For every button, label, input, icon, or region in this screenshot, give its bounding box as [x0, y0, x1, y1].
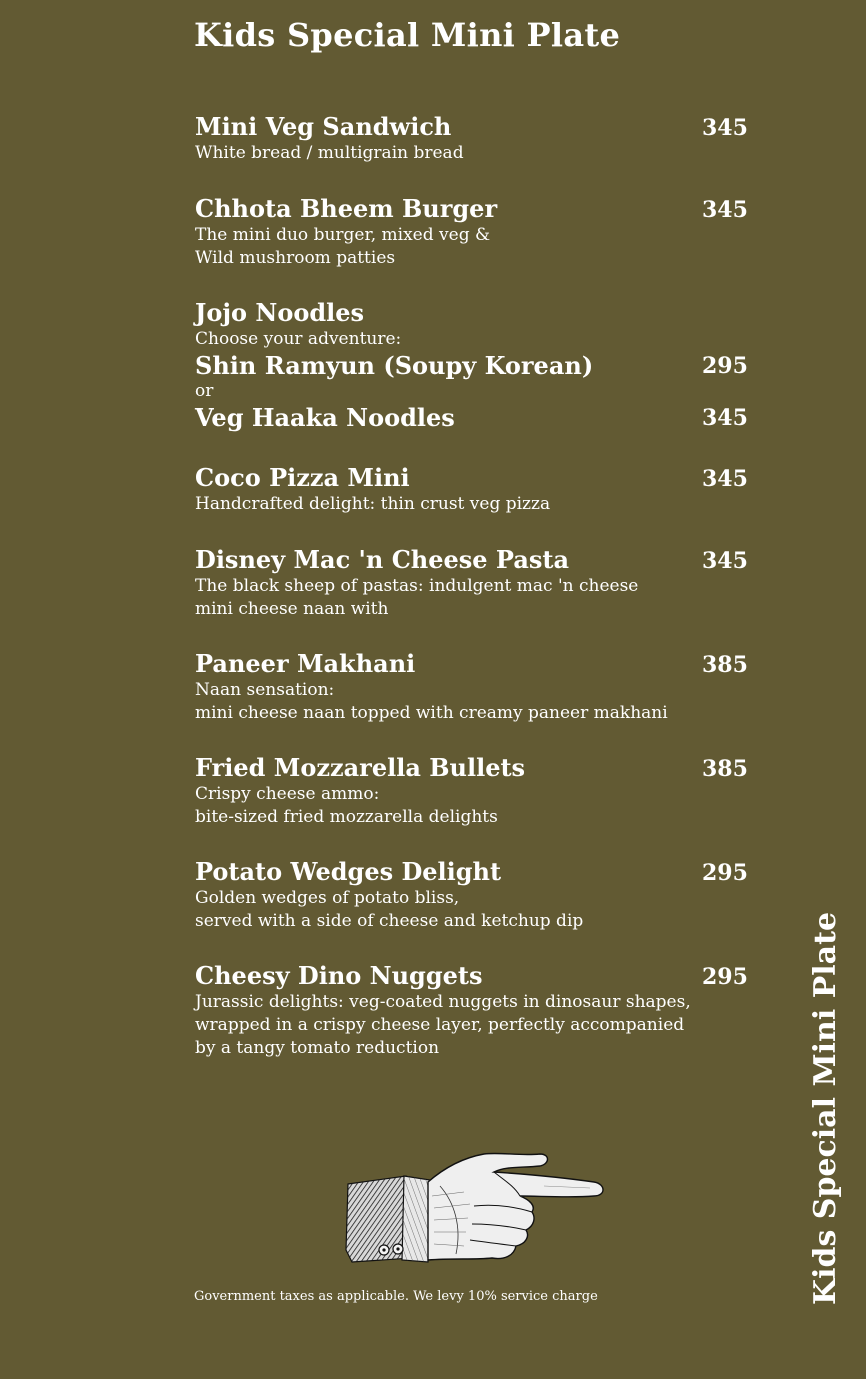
page-title: Kids Special Mini Plate: [194, 16, 621, 54]
menu-item-description: Crispy cheese ammo: bite-sized fried mozzarella delights: [195, 784, 498, 827]
menu-item-price: 385: [702, 652, 748, 678]
menu-item-description: The black sheep of pastas: indulgent mac 'n cheese mini cheese naan with: [195, 576, 639, 619]
menu-item-name: Cheesy Dino Nuggets: [195, 961, 483, 990]
menu-item-name: Fried Mozzarella Bullets: [195, 753, 526, 782]
menu-item-description: The mini duo burger, mixed veg & Wild mushroom patties: [195, 225, 491, 268]
menu-item-price: 295: [702, 964, 748, 990]
menu-item-price: 385: [702, 756, 748, 782]
side-title: Kids Special Mini Plate: [808, 911, 843, 1305]
pointing-hand-icon: [344, 1146, 606, 1272]
menu-item-price: 345: [702, 466, 748, 492]
menu-item-name: Paneer Makhani: [195, 649, 416, 678]
menu-item-description: Handcrafted delight: thin crust veg pizza: [195, 494, 551, 514]
menu-item-price: 345: [702, 548, 748, 574]
menu-item-name: Disney Mac 'n Cheese Pasta: [195, 545, 570, 574]
menu-item-name: Chhota Bheem Burger: [195, 194, 498, 223]
menu-item-price: 345: [702, 197, 748, 223]
menu-item-description: Choose your adventure:: [195, 329, 402, 349]
menu-item-description: White bread / multigrain bread: [195, 143, 464, 163]
menu-item-price: 345: [702, 115, 748, 141]
menu-item-price: 295: [702, 353, 748, 379]
menu-item-description: Jurassic delights: veg-coated nuggets in dinosaur shapes, wrapped in a crispy cheese layer, perfectly accompanied by a tangy tomato reduction: [195, 992, 691, 1058]
tax-footnote: Government taxes as applicable. We levy 10% service charge: [194, 1289, 598, 1304]
menu-item-price: 345: [702, 405, 748, 431]
menu-item-description: Naan sensation: mini cheese naan topped with creamy paneer makhani: [195, 680, 668, 723]
menu-item-name: Shin Ramyun (Soupy Korean): [195, 351, 594, 380]
menu-item-name: Coco Pizza Mini: [195, 463, 410, 492]
menu-item-name: Veg Haaka Noodles: [195, 403, 455, 432]
menu-item-description: Golden wedges of potato bliss, served with a side of cheese and ketchup dip: [195, 888, 584, 931]
menu-item-name: Mini Veg Sandwich: [195, 112, 452, 141]
menu-item-description: or: [195, 381, 214, 401]
menu-item-name: Potato Wedges Delight: [195, 857, 502, 886]
menu-item-name: Jojo Noodles: [195, 298, 365, 327]
menu-item-price: 295: [702, 860, 748, 886]
